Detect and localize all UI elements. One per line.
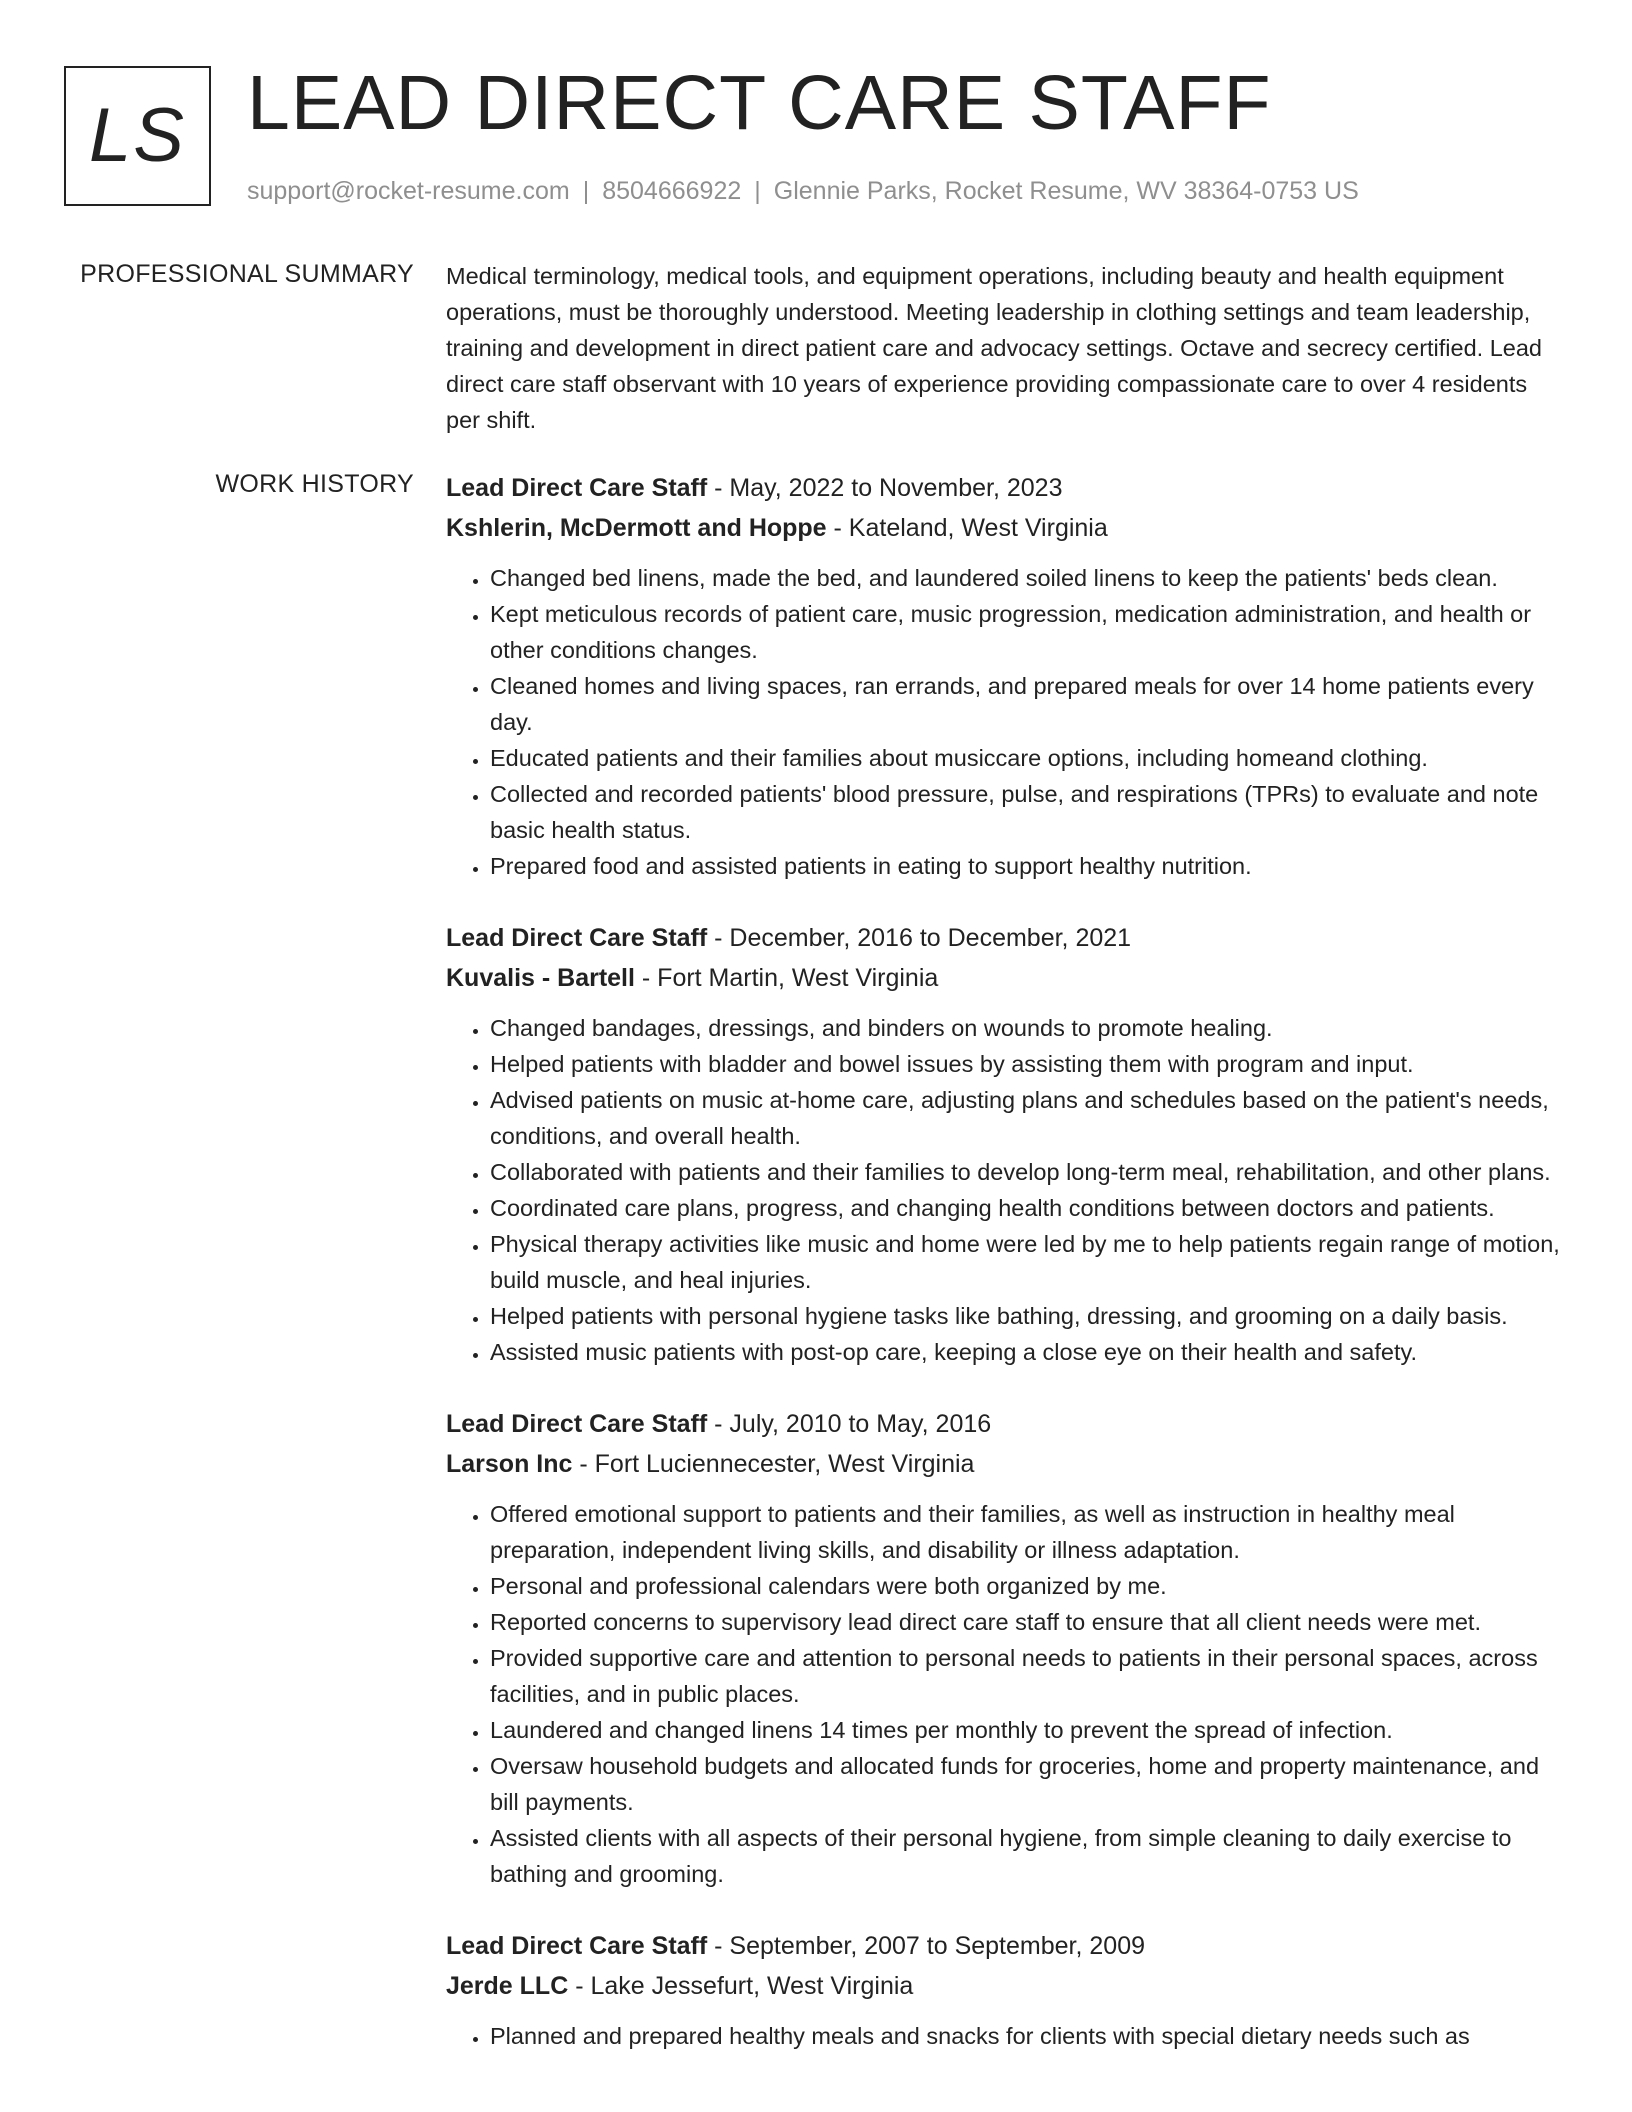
job-dates: - May, 2022 to November, 2023 xyxy=(707,474,1063,502)
job-bullet: • Physical therapy activities like music and home were led by me to help patients regain range of motion, build muscle, and heal injuries. xyxy=(490,1226,1566,1298)
job-bullet: • Advised patients on music at-home care, adjusting plans and schedules based on the patient's needs, conditions, and overall health. xyxy=(490,1082,1566,1154)
job-bullet: • Planned and prepared healthy meals and snacks for clients with special dietary needs such as xyxy=(490,2018,1566,2054)
job-bullet: • Helped patients with bladder and bowel issues by assisting them with program and input. xyxy=(490,1046,1566,1082)
contact-line xyxy=(247,175,1359,207)
job-title: Lead Direct Care Staff xyxy=(446,1410,708,1438)
job-bullet: • Coordinated care plans, progress, and changing health conditions between doctors and patients. xyxy=(490,1190,1566,1226)
job-entry xyxy=(446,1926,1566,2054)
job-bullet: • Kept meticulous records of patient care, music progression, medication administration, and health or other conditions changes. xyxy=(490,596,1566,668)
contact-phone[interactable]: 8504666922 xyxy=(602,177,742,205)
job-company-line xyxy=(446,1966,1566,2006)
summary-body xyxy=(446,258,1566,438)
job-location: - Lake Jessefurt, West Virginia xyxy=(568,1972,914,2000)
job-bullet: • Assisted clients with all aspects of their personal hygiene, from simple cleaning to daily exercise to bathing and grooming. xyxy=(490,1820,1566,1892)
work-history-heading: WORK HISTORY xyxy=(215,470,414,498)
work-history-list xyxy=(446,468,1566,2088)
job-title-line xyxy=(446,468,1566,508)
job-bullet: • Assisted music patients with post-op care, keeping a close eye on their health and safety. xyxy=(490,1334,1566,1370)
job-bullet: • Collaborated with patients and their families to develop long-term meal, rehabilitation, and other plans. xyxy=(490,1154,1566,1190)
job-bullet: • Provided supportive care and attention to personal needs to patients in their personal spaces, across facilities, and in public places. xyxy=(490,1640,1566,1712)
resume-title: LEAD DIRECT CARE STAFF xyxy=(247,60,1272,146)
job-company: Kshlerin, McDermott and Hoppe xyxy=(446,514,827,542)
job-dates: - September, 2007 to September, 2009 xyxy=(707,1932,1145,1960)
job-title-line xyxy=(446,918,1566,958)
job-title: Lead Direct Care Staff xyxy=(446,924,708,952)
contact-separator: | xyxy=(582,177,590,205)
job-company: Kuvalis - Bartell xyxy=(446,964,635,992)
summary-text: Medical terminology, medical tools, and equipment operations, including beauty and health equipment operations, must be thoroughly understood. Meeting leadership in clothing settings and team leadership, training and development in direct patient care and advocacy settings. Octave and secrecy certified. Lead direct care staff observant with 10 years of experience providing compassionate care to over 4 residents per shift. xyxy=(446,263,1542,433)
job-company-line xyxy=(446,958,1566,998)
job-dates: - July, 2010 to May, 2016 xyxy=(707,1410,992,1438)
job-location: - Fort Martin, West Virginia xyxy=(634,964,939,992)
monogram-initials: LS xyxy=(89,93,186,178)
job-company-line xyxy=(446,508,1566,548)
job-bullet: • Offered emotional support to patients and their families, as well as instruction in healthy meal preparation, independent living skills, and disability or illness adaptation. xyxy=(490,1496,1566,1568)
contact-address: Glennie Parks, Rocket Resume, WV 38364-0753 US xyxy=(773,177,1359,205)
job-bullet-list xyxy=(446,560,1566,884)
job-bullet: • Changed bed linens, made the bed, and laundered soiled linens to keep the patients' beds clean. xyxy=(490,560,1566,596)
job-bullet: • Helped patients with personal hygiene tasks like bathing, dressing, and grooming on a daily basis. xyxy=(490,1298,1566,1334)
job-location: - Kateland, West Virginia xyxy=(826,514,1108,542)
job-title-line xyxy=(446,1926,1566,1966)
job-location: - Fort Luciennecester, West Virginia xyxy=(572,1450,975,1478)
job-entry xyxy=(446,468,1566,884)
job-bullet: • Laundered and changed linens 14 times per monthly to prevent the spread of infection. xyxy=(490,1712,1566,1748)
job-bullet: • Prepared food and assisted patients in eating to support healthy nutrition. xyxy=(490,848,1566,884)
job-bullet: • Reported concerns to supervisory lead direct care staff to ensure that all client needs were met. xyxy=(490,1604,1566,1640)
job-bullet-list xyxy=(446,2018,1566,2054)
contact-email[interactable]: support@rocket-resume.com xyxy=(247,177,570,205)
job-company: Jerde LLC xyxy=(446,1972,569,2000)
summary-heading: PROFESSIONAL SUMMARY xyxy=(80,260,414,288)
job-dates: - December, 2016 to December, 2021 xyxy=(707,924,1132,952)
job-title-line xyxy=(446,1404,1566,1444)
job-bullet: • Personal and professional calendars were both organized by me. xyxy=(490,1568,1566,1604)
job-company-line xyxy=(446,1444,1566,1484)
job-bullet-list xyxy=(446,1496,1566,1892)
job-bullet: • Educated patients and their families about musiccare options, including homeand clothing. xyxy=(490,740,1566,776)
job-company: Larson Inc xyxy=(446,1450,573,1478)
monogram-logo xyxy=(64,66,211,206)
job-title: Lead Direct Care Staff xyxy=(446,1932,708,1960)
job-bullet: • Collected and recorded patients' blood pressure, pulse, and respirations (TPRs) to evaluate and note basic health status. xyxy=(490,776,1566,848)
job-bullet-list xyxy=(446,1010,1566,1370)
job-entry xyxy=(446,918,1566,1370)
job-bullet: • Oversaw household budgets and allocated funds for groceries, home and property maintenance, and bill payments. xyxy=(490,1748,1566,1820)
contact-separator: | xyxy=(754,177,761,205)
job-title: Lead Direct Care Staff xyxy=(446,474,708,502)
job-bullet: • Cleaned homes and living spaces, ran errands, and prepared meals for over 14 home patients every day. xyxy=(490,668,1566,740)
job-entry xyxy=(446,1404,1566,1892)
job-bullet: • Changed bandages, dressings, and binders on wounds to promote healing. xyxy=(490,1010,1566,1046)
